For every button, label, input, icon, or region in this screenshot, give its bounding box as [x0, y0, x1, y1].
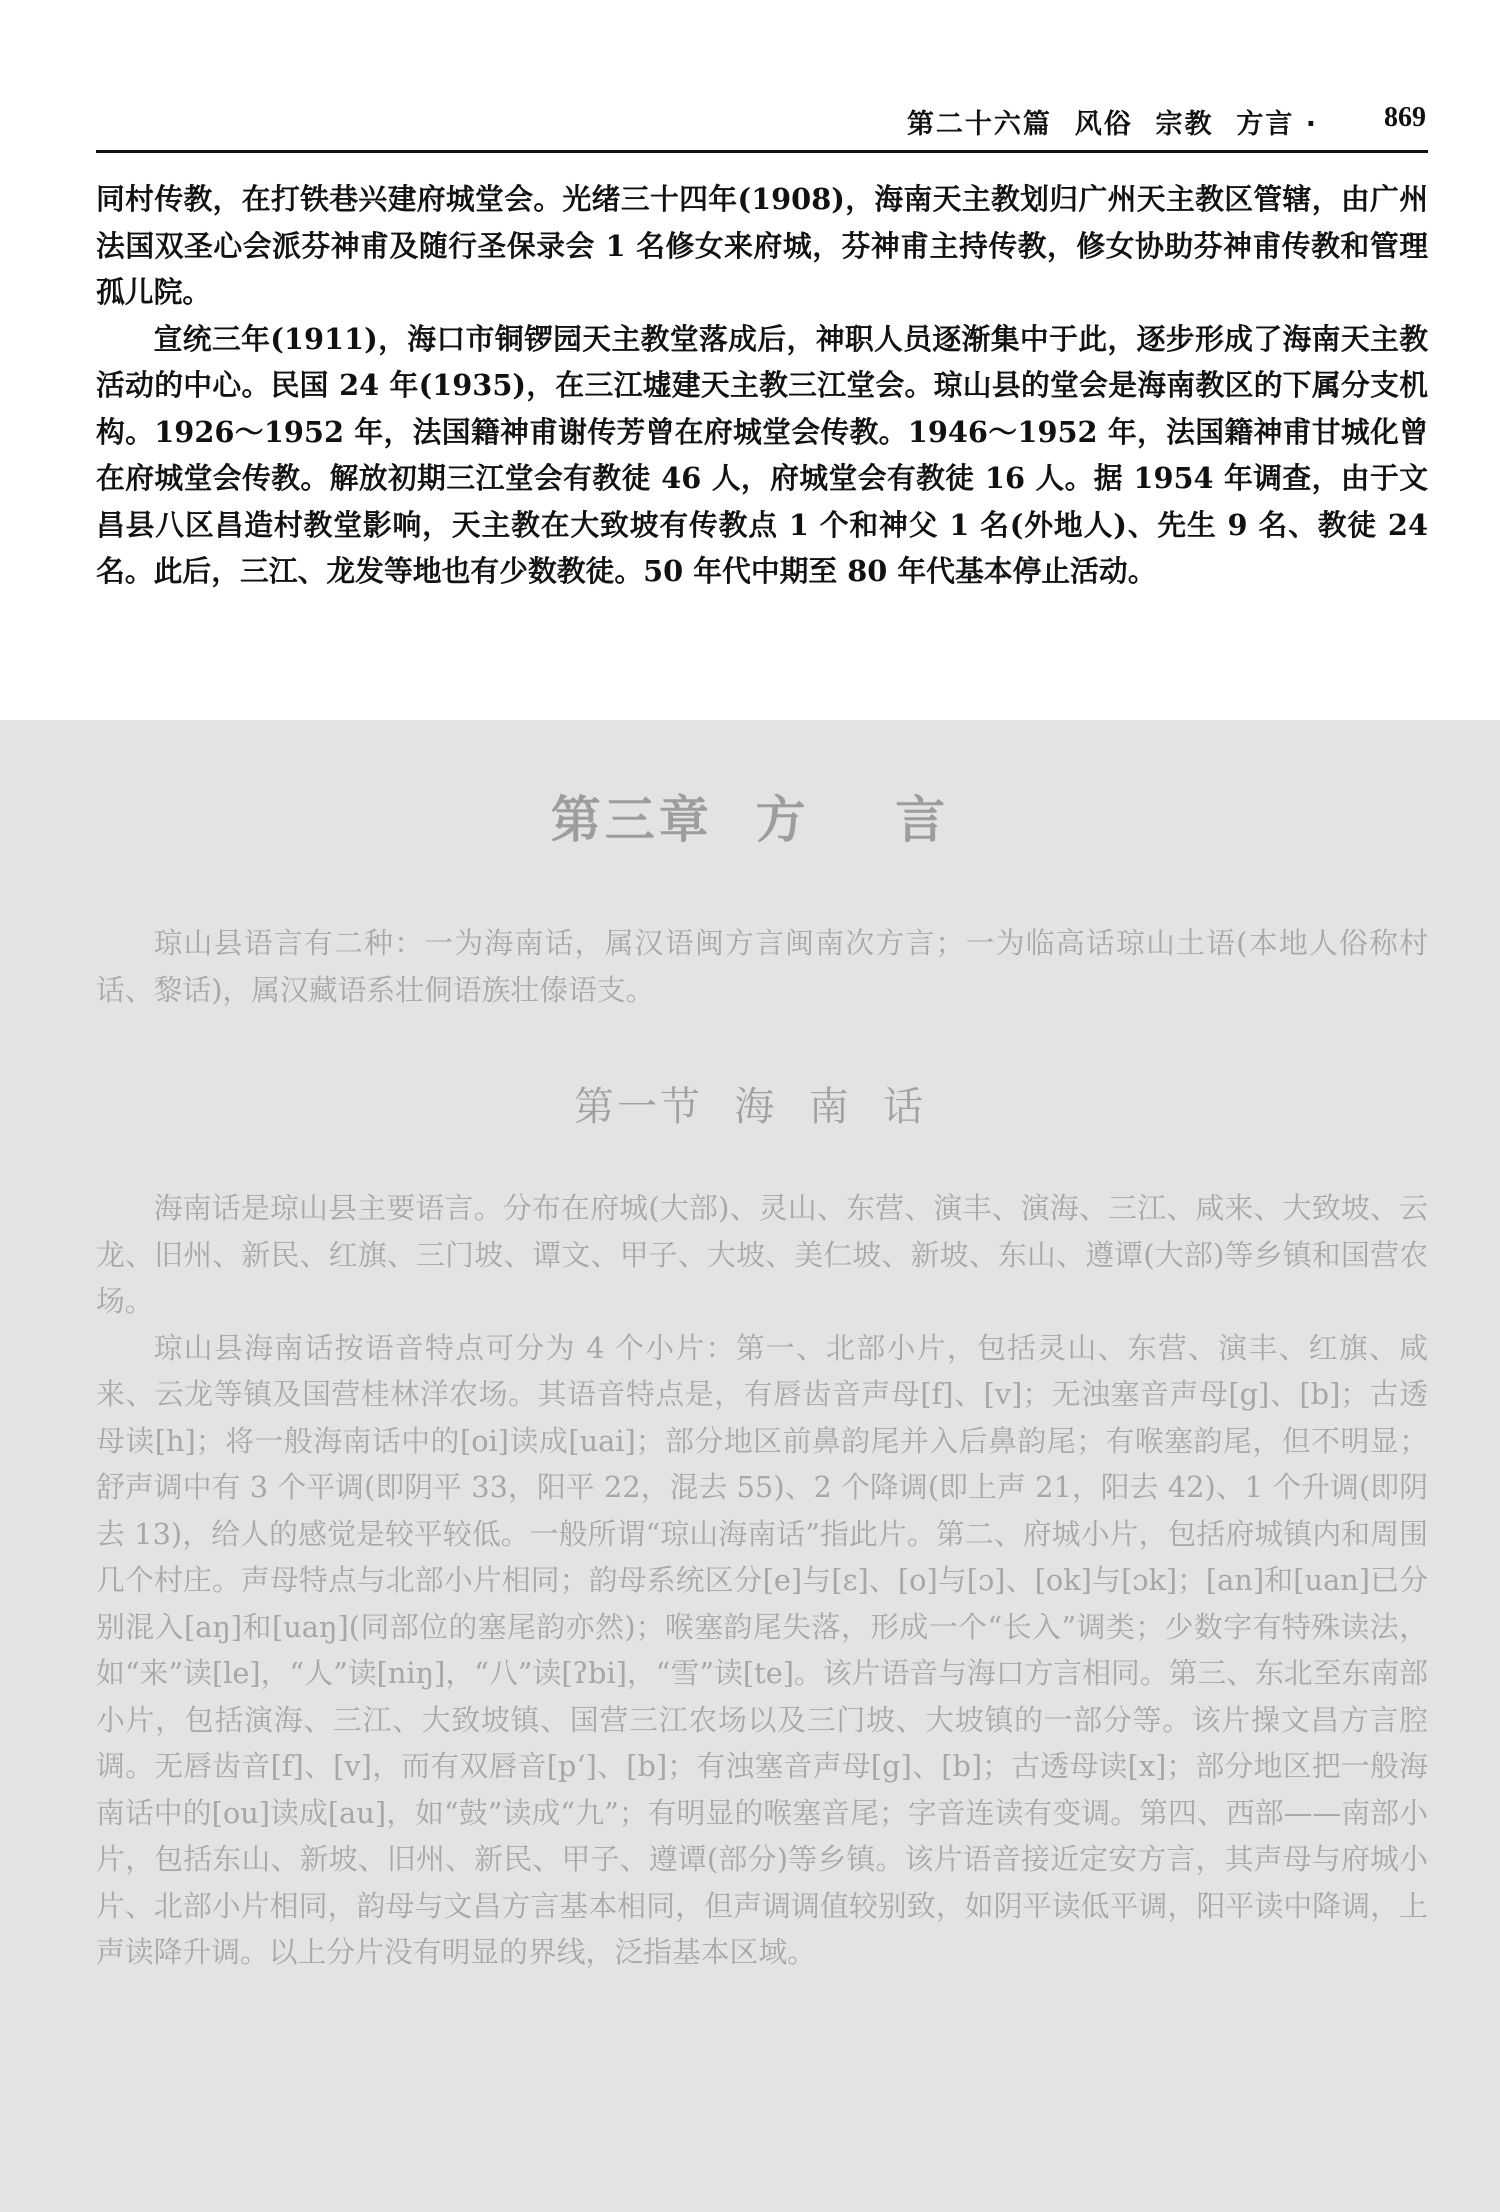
running-title: 第二十六篇 风俗 宗教 方言 ·	[906, 109, 1318, 140]
paragraph: 琼山县海南话按语音特点可分为 4 个小片：第一、北部小片，包括灵山、东营、演丰、红旗、咸来、云龙等镇及国营桂林洋农场。其语音特点是，有唇齿音声母[f]、[v]；无浊塞音声母[g]、[b]；古透母读[h]；将一般海南话中的[oi]读成[uai]；部分地区前鼻韵尾并入后鼻韵尾；有喉塞韵尾，但不明显；舒声调中有 3 个平调(即阴平 33，阳平 22，混去 55)、2 个降调(即上声 21，阳去 42)、1 个升调(即阴去 13)，给人的感觉是较平较低。一般所谓“琼山海南话”指此片。第二、府城小片，包括府城镇内和周围几个村庄。声母特点与北部小片相同；韵母系统区分[e]与[ɛ]、[o]与[ɔ]、[ok]与[ɔk]；[an]和[uan]已分别混入[aŋ]和[uaŋ](同部位的塞尾韵亦然)；喉塞韵尾失落，形成一个“长入”调类；少数字有特殊读法，如“来”读[le]，“人”读[niŋ]，“八”读[ʔbi]，“雪”读[te]。该片语音与海口方言相同。第三、东北至东南部小片，包括演海、三江、大致坡镇、国营三江农场以及三门坡、大坡镇的一部分等。该片操文昌方言腔调。无唇齿音[f]、[v]，而有双唇音[pʻ]、[b]；有浊塞音声母[g]、[b]；古透母读[x]；部分地区把一般海南话中的[ou]读成[au]，如“鼓”读成“九”；有明显的喉塞音尾；字音连读有变调。第四、西部——南部小片，包括东山、新坡、旧州、新民、甲子、遵谭(部分)等乡镇。该片语音接近定安方言，其声母与府城小片、北部小片相同，韵母与文昌方言基本相同，但声调调值较别致，如阴平读低平调，阳平读中降调，上声读降升调。以上分片没有明显的界线，泛指基本区域。	[96, 1330, 1428, 1969]
section-body	[96, 1185, 1428, 1976]
paragraph-continued: 同村传教，在打铁巷兴建府城堂会。光绪三十四年(1908)，海南天主教划归广州天主教区管辖，由广州法国双圣心会派芬神甫及随行圣保录会 1 名修女来府城，芬神甫主持传教，修女协助芬神甫传教和管理孤儿院。	[96, 182, 1428, 309]
paragraph: 宣统三年(1911)，海口市铜锣园天主教堂落成后，神职人员逐渐集中于此，逐步形成了海南天主教活动的中心。民国 24 年(1935)，在三江墟建天主教三江堂会。琼山县的堂会是海南教区的下属分支机构。1926～1952 年，法国籍神甫谢传芳曾在府城堂会传教。1946～1952 年，法国籍神甫甘城化曾在府城堂会传教。解放初期三江堂会有教徒 46 人，府城堂会有教徒 16 人。据 1954 年调查，由于文昌县八区昌造村教堂影响，天主教在大致坡有传教点 1 个和神父 1 名(外地人)、先生 9 名、教徒 24 名。此后，三江、龙发等地也有少数教徒。50 年代中期至 80 年代基本停止活动。	[96, 321, 1428, 588]
chapter-title: 第三章 方 言	[550, 791, 950, 849]
church-history-section	[96, 176, 1428, 595]
paragraph: 海南话是琼山县主要语言。分布在府城(大部)、灵山、东营、演丰、演海、三江、咸来、大致坡、云龙、旧州、新民、红旗、三门坡、谭文、甲子、大坡、美仁坡、新坡、东山、遵谭(大部)等乡镇和国营农场。	[96, 1191, 1428, 1318]
paragraph: 琼山县语言有二种：一为海南话，属汉语闽方言闽南次方言；一为临高话琼山土语(本地人俗称村话、黎话)，属汉藏语系壮侗语族壮傣语支。	[96, 926, 1428, 1007]
chapter-intro	[96, 920, 1428, 1013]
page-number: 869	[1384, 102, 1426, 133]
dialect-chapter	[0, 720, 1500, 2212]
section-title: 第一节 海 南 话	[573, 1084, 927, 1130]
page-header	[96, 96, 1428, 153]
